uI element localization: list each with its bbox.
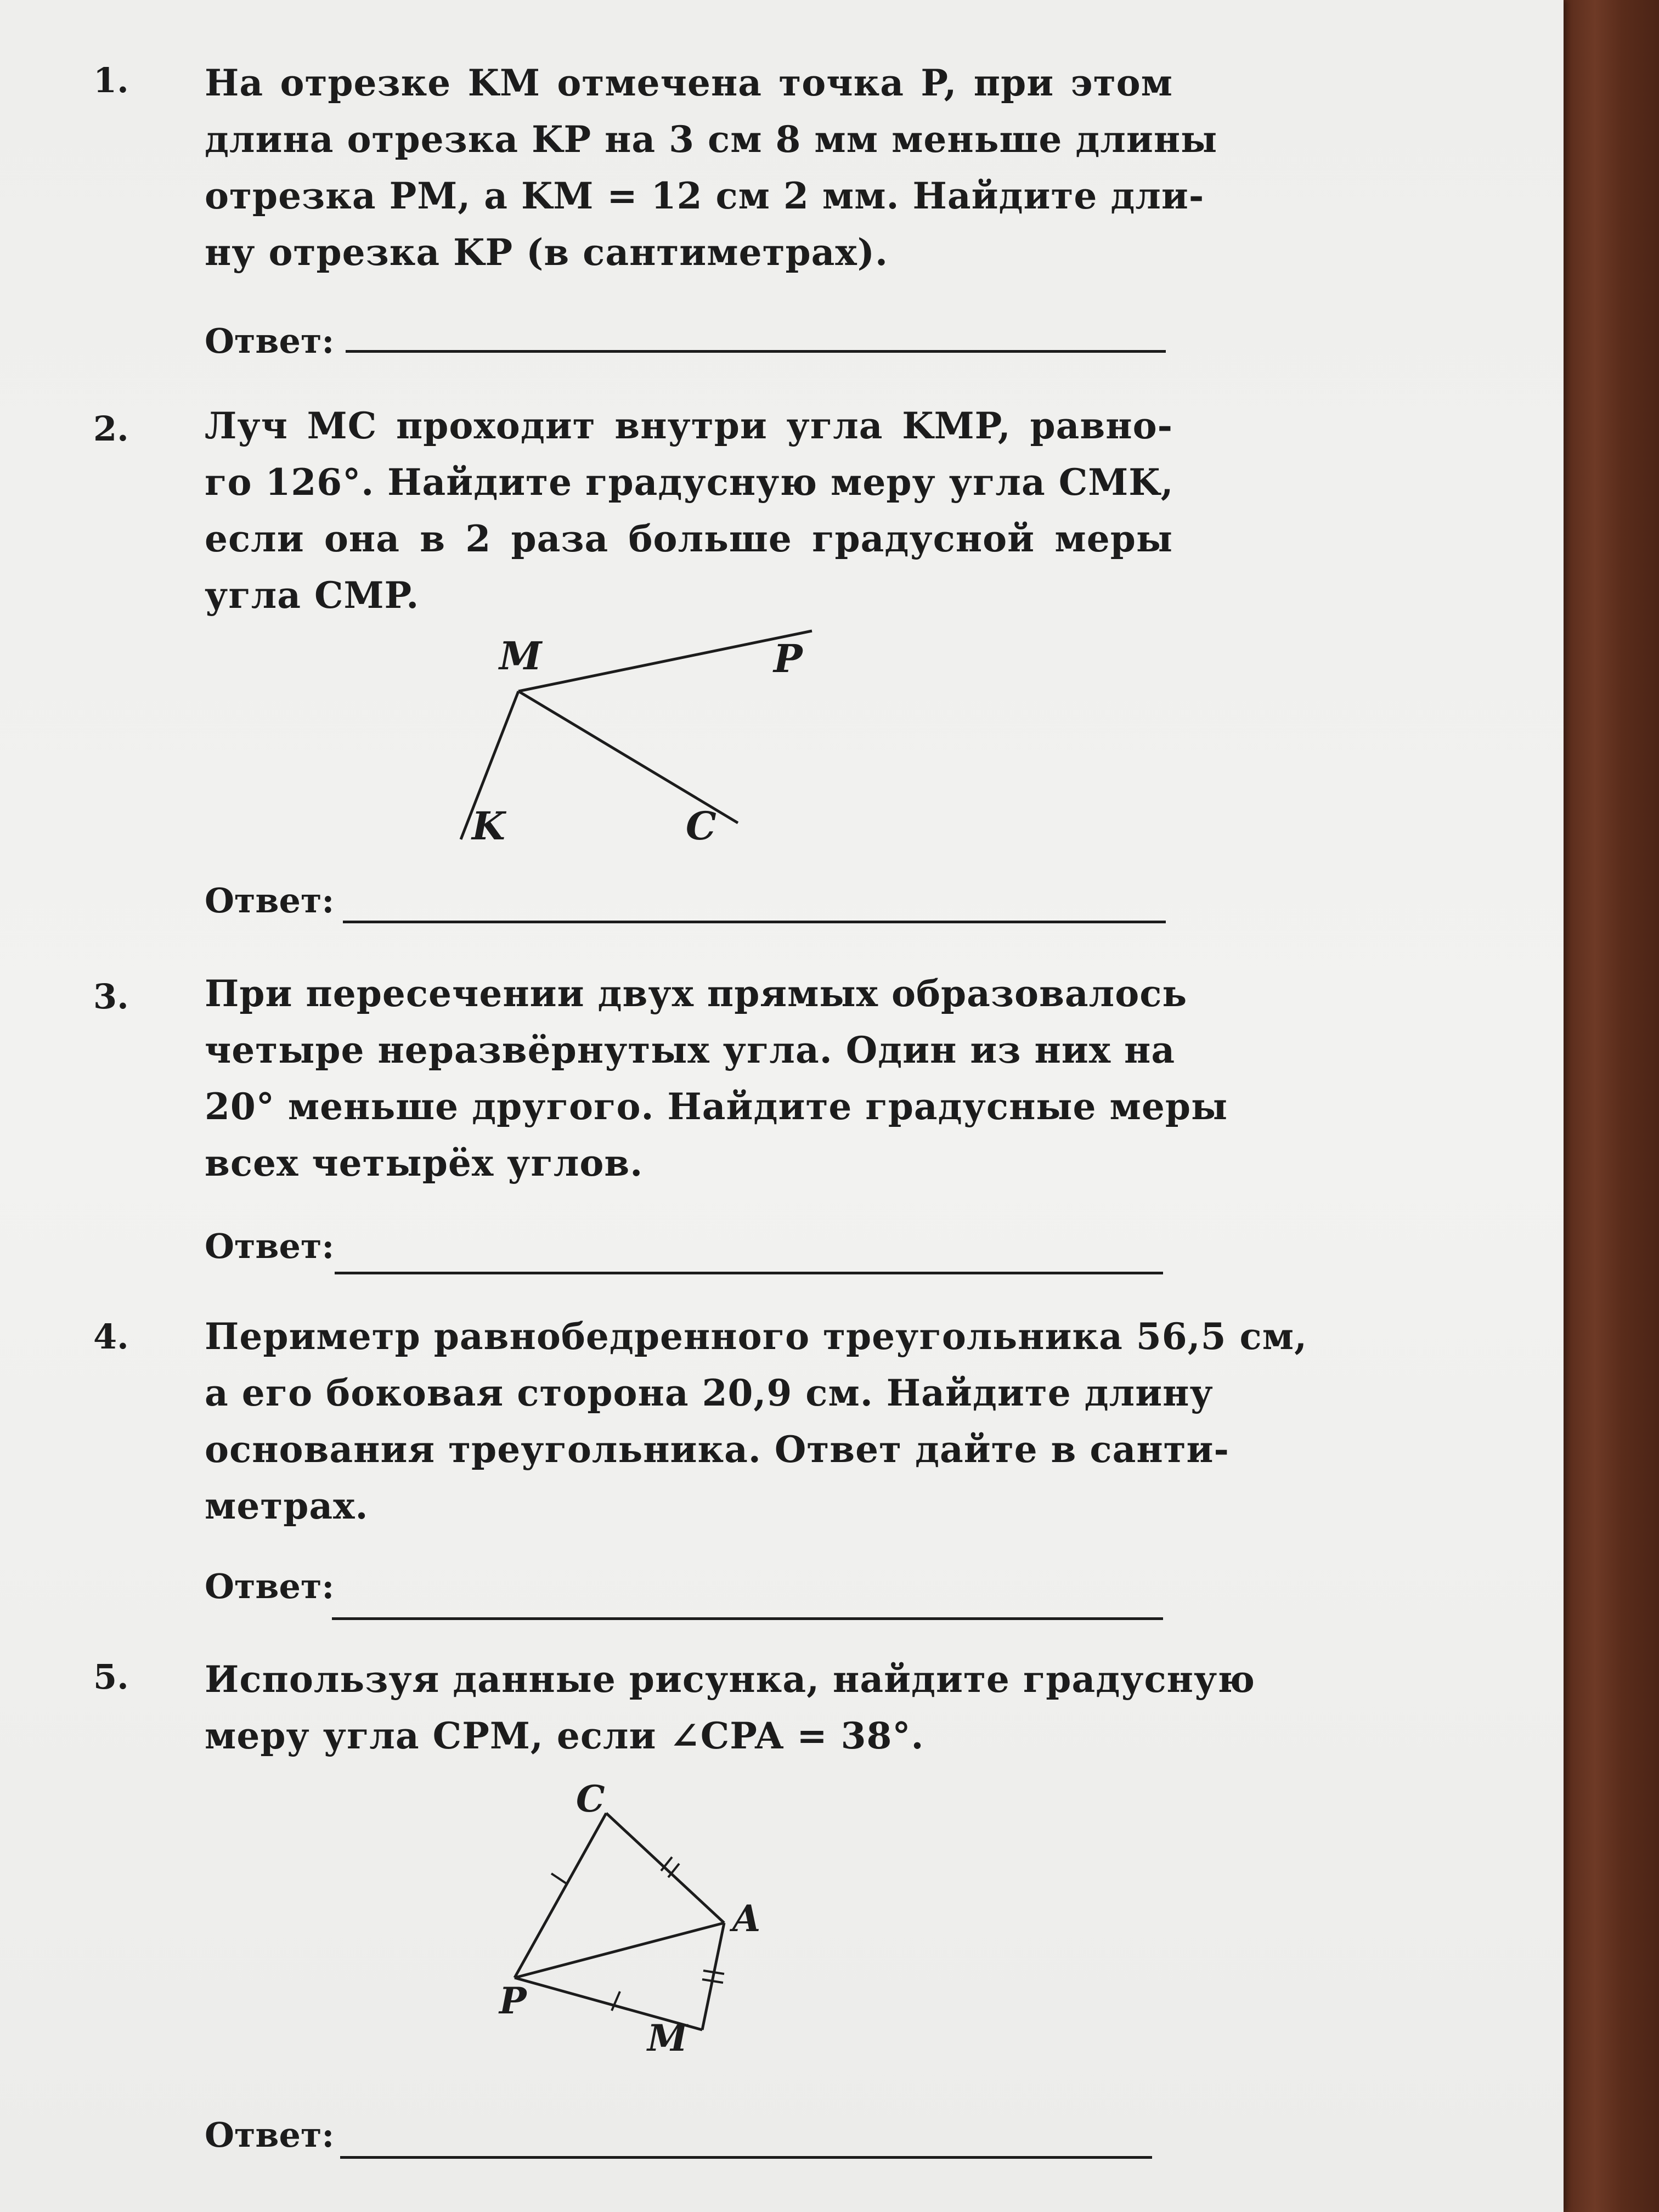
label-m: M [499,633,542,679]
problem-1-line-2: длина отрезка KP на 3 см 8 мм меньше длины [205,118,1218,161]
problem-1-line-3: отрезка PM, а KM = 12 см 2 мм. Найдите дли- [205,174,1205,217]
problem-4-text [205,1308,1308,1534]
problem-5-answer-label: Ответ: [205,2115,335,2155]
label-c: C [576,1778,605,1820]
problem-2-number: 2. [93,409,129,449]
label-p: P [499,1979,527,2022]
segment-ca [606,1813,724,1923]
ray-mp [518,631,812,691]
problem-3-number: 3. [93,977,129,1017]
problem-1-line-1: На отрезке KM отмечена точка P, при этом [205,61,1173,104]
problem-4-answer-label: Ответ: [205,1566,335,1606]
problem-1-answer-label: Ответ: [205,321,335,361]
problem-1-number: 1. [93,60,129,100]
problem-4-line-1: Периметр равнобедренного треугольника 56,5 см, [205,1315,1308,1358]
diagonal-pa [515,1923,724,1978]
problem-4-line-3: основания треугольника. Ответ дайте в санти- [205,1428,1229,1471]
figure-angle-kmp [428,614,823,856]
segment-pc [515,1813,606,1978]
label-p: P [774,636,803,681]
wooden-table-background [1553,0,1659,2212]
problem-4-line-2: а его боковая сторона 20,9 см. Найдите длину [205,1372,1214,1414]
problem-1-text [205,55,1218,281]
problem-3-line-3: 20° меньше другого. Найдите градусные меры [205,1085,1228,1128]
problem-3-answer-label: Ответ: [205,1226,335,1266]
segment-am [702,1923,724,2030]
tick-pc [551,1874,568,1884]
problem-3-answer-line[interactable] [335,1272,1163,1274]
problem-5-text [205,1651,1255,1764]
problem-4-line-4: метрах. [205,1485,369,1527]
problem-4-number: 4. [93,1317,129,1357]
problem-5-answer-line[interactable] [340,2156,1152,2159]
problem-4-answer-line[interactable] [332,1617,1163,1620]
figure-quadrilateral-cpam [483,1778,779,2052]
problem-2-line-2: го 126°. Найдите градусную меру угла CMK, [205,461,1174,504]
problem-2-answer-line[interactable] [343,921,1166,923]
problem-3-line-1: При пересечении двух прямых образовалось [205,972,1188,1015]
problem-1-line-4: ну отрезка KP (в сантиметрах). [205,231,888,274]
problem-3-text [205,966,1228,1192]
problem-2-line-1: Луч MC проходит внутри угла KMP, равно- [205,404,1173,447]
problem-1-answer-line[interactable] [346,350,1166,353]
problem-2-answer-label: Ответ: [205,881,335,921]
problem-2-line-3: если она в 2 раза больше градусной меры [205,517,1173,560]
problem-2-line-4: угла CMP. [205,574,420,617]
label-m: M [647,2017,688,2052]
problem-3-line-2: четыре неразвёрнутых угла. Один из них на [205,1029,1176,1071]
problem-2-text [205,398,1173,624]
problem-5-line-1: Используя данные рисунка, найдите градусную [205,1658,1255,1701]
label-c: C [686,803,716,849]
problem-5-number: 5. [93,1657,129,1697]
problem-5-line-2: меру угла CPM, если ∠CPA = 38°. [205,1714,924,1757]
label-k: K [472,803,505,849]
label-a: A [732,1897,761,1940]
problem-3-line-4: всех четырёх углов. [205,1142,644,1184]
